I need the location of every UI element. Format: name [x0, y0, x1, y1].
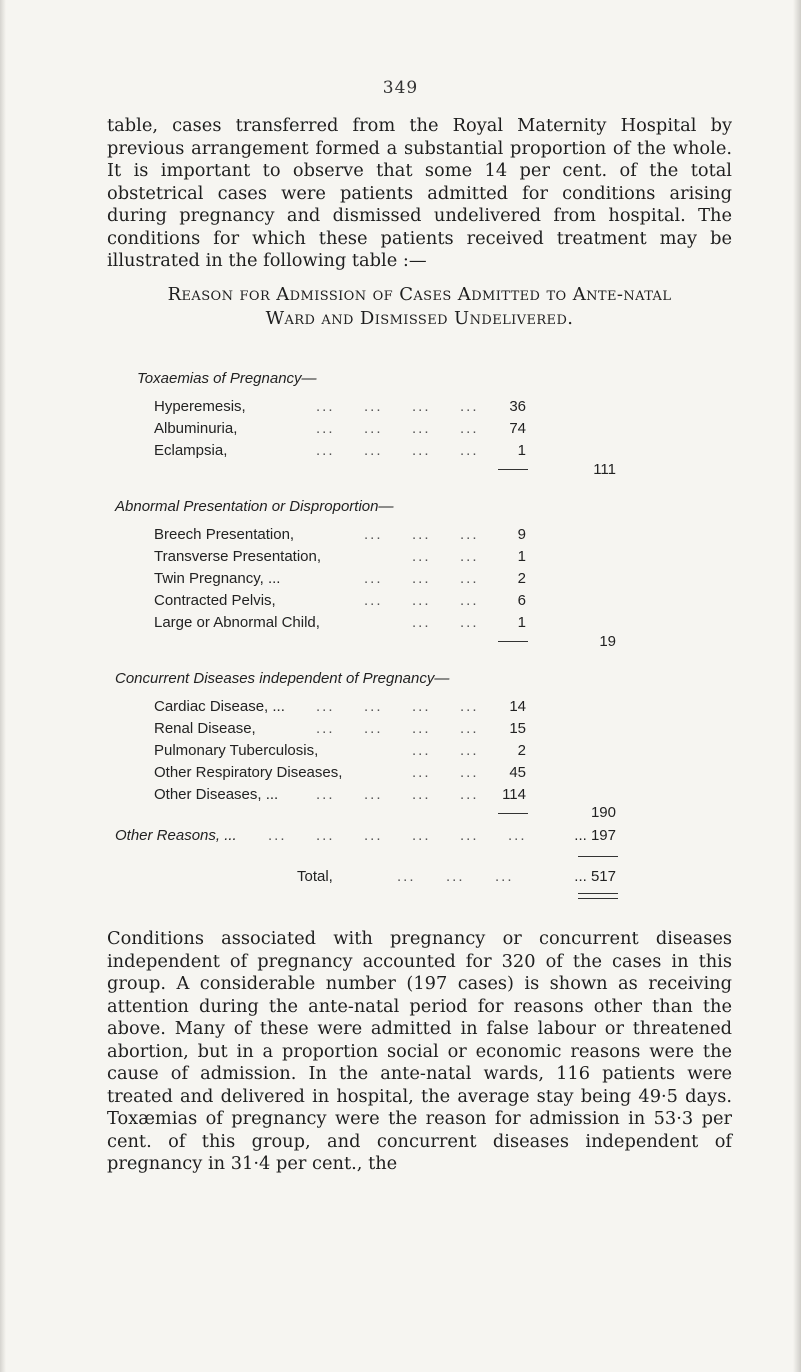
- table-row-value: 1: [517, 614, 526, 631]
- leader-dots: ...: [412, 698, 431, 715]
- table-row-value: 2: [517, 570, 526, 587]
- table-row-label: Hyperemesis,: [154, 398, 246, 415]
- leader-dots: ...: [364, 526, 383, 543]
- intro-paragraph: table, cases transferred from the Royal Maternity Hospital by previous arrangement formed a substantial proportion of the whole. It is important to observe that some 14 per cent. of the total obstetrical cases were patients admitted for conditions arising during pregnancy and dismissed undelivered from hospital. The conditions for which these patients received treatment may be illustrated in the following table :—: [107, 115, 732, 271]
- table-row-value: 14: [509, 698, 526, 715]
- leader-dots: ...: [364, 698, 383, 715]
- table-row-value: 2: [517, 742, 526, 759]
- leader-dots: ...: [364, 570, 383, 587]
- table-row-value: 36: [509, 398, 526, 415]
- leader-dots: ...: [460, 442, 479, 459]
- leader-dots: ...: [460, 742, 479, 759]
- leader-dots: ...: [412, 420, 431, 437]
- table-row-label: Transverse Presentation,: [154, 548, 322, 565]
- other-reasons-label: Other Reasons, ...: [115, 827, 237, 844]
- total-rule: [578, 856, 618, 857]
- table-row-value: 74: [509, 420, 526, 437]
- leader-dots: ...: [460, 570, 479, 587]
- leader-dots: ...: [460, 526, 479, 543]
- leader-dots: ...: [412, 548, 431, 565]
- total-label: Total,: [297, 868, 333, 885]
- leader-dots: ...: [412, 786, 431, 803]
- leader-dots: ...: [460, 720, 479, 737]
- leader-dots: ...: [364, 720, 383, 737]
- table-row-value: 45: [509, 764, 526, 781]
- table-row-label: Renal Disease,: [154, 720, 256, 737]
- leader-dots: ...: [460, 614, 479, 631]
- table-row-label: Eclampsia,: [154, 442, 228, 459]
- leader-dots: ...: [316, 398, 335, 415]
- leader-dots: ...: [495, 868, 514, 885]
- leader-dots: ...: [412, 742, 431, 759]
- leader-dots: ...: [316, 442, 335, 459]
- table-row-label: Twin Pregnancy, ...: [154, 570, 281, 587]
- table-row-value: 9: [517, 526, 526, 543]
- leader-dots: ...: [412, 526, 431, 543]
- table-row-value: 1: [517, 442, 526, 459]
- table-row-label: Large or Abnormal Child,: [154, 614, 320, 631]
- leader-dots: ...: [268, 827, 287, 844]
- other-reasons-value: ... 197: [574, 827, 616, 844]
- total-double-rule: [578, 893, 618, 899]
- leader-dots: ...: [412, 720, 431, 737]
- leader-dots: ...: [460, 592, 479, 609]
- leader-dots: ...: [412, 614, 431, 631]
- group-heading-concurrent: Concurrent Diseases independent of Pregnancy—: [115, 670, 450, 687]
- group-heading-toxaemias: Toxaemias of Pregnancy—: [137, 370, 317, 387]
- leader-dots: ...: [364, 786, 383, 803]
- leader-dots: ...: [460, 398, 479, 415]
- leader-dots: ...: [364, 420, 383, 437]
- subtotal-value: 190: [590, 804, 616, 821]
- leader-dots: ...: [460, 420, 479, 437]
- leader-dots: ...: [316, 420, 335, 437]
- leader-dots: ...: [508, 827, 527, 844]
- leader-dots: ...: [412, 764, 431, 781]
- subtotal-value: 19: [599, 633, 616, 650]
- table-row-value: 6: [517, 592, 526, 609]
- subtotal-value: 111: [593, 461, 616, 478]
- leader-dots: ...: [446, 868, 465, 885]
- page-number: 349: [382, 78, 419, 98]
- leader-dots: ...: [412, 442, 431, 459]
- leader-dots: ...: [412, 827, 431, 844]
- table-row-value: 114: [502, 786, 526, 803]
- table-row-label: Breech Presentation,: [154, 526, 295, 543]
- table-row-label: Other Diseases, ...: [154, 786, 279, 803]
- leader-dots: ...: [316, 827, 335, 844]
- leader-dots: ...: [316, 698, 335, 715]
- leader-dots: ...: [460, 698, 479, 715]
- leader-dots: ...: [364, 398, 383, 415]
- leader-dots: ...: [412, 570, 431, 587]
- leader-dots: ...: [460, 764, 479, 781]
- leader-dots: ...: [364, 442, 383, 459]
- leader-dots: ...: [460, 548, 479, 565]
- table-row-label: Pulmonary Tuberculosis,: [154, 742, 319, 759]
- group-heading-abnormal: Abnormal Presentation or Disproportion—: [115, 498, 394, 515]
- table-row-label: Other Respiratory Diseases,: [154, 764, 343, 781]
- table-row-label: Cardiac Disease, ...: [154, 698, 285, 715]
- table-title-line-1: Reason for Admission of Cases Admitted to Ante-natal: [167, 284, 672, 305]
- closing-paragraph: Conditions associated with pregnancy or concurrent diseases independent of pregnancy accounted for 320 of the cases in this group. A considerable number (197 cases) is shown as receiving attention during the ante-natal period for reasons other than the above. Many of these were admitted in false labour or threatened abortion, but in a proportion social or economic reasons were the cause of admission. In the ante-natal wards, 116 patients were treated and delivered in hospital, the average stay being 49·5 days. Toxæmias of pregnancy were the reason for admission in 53·3 per cent. of this group, and concurrent diseases independent of pregnancy in 31·4 per cent., the: [107, 928, 732, 1174]
- subtotal-rule: [498, 469, 528, 470]
- total-value: ... 517: [574, 868, 616, 885]
- table-row-label: Contracted Pelvis,: [154, 592, 276, 609]
- leader-dots: ...: [316, 720, 335, 737]
- table-row-label: Albuminuria,: [154, 420, 238, 437]
- leader-dots: ...: [412, 592, 431, 609]
- table-row-value: 15: [509, 720, 526, 737]
- subtotal-rule: [498, 813, 528, 814]
- leader-dots: ...: [397, 868, 416, 885]
- leader-dots: ...: [364, 592, 383, 609]
- table-row-value: 1: [517, 548, 526, 565]
- leader-dots: ...: [460, 786, 479, 803]
- leader-dots: ...: [460, 827, 479, 844]
- leader-dots: ...: [412, 398, 431, 415]
- leader-dots: ...: [316, 786, 335, 803]
- table-title-line-2: Ward and Dismissed Undelivered.: [265, 308, 574, 329]
- subtotal-rule: [498, 641, 528, 642]
- leader-dots: ...: [364, 827, 383, 844]
